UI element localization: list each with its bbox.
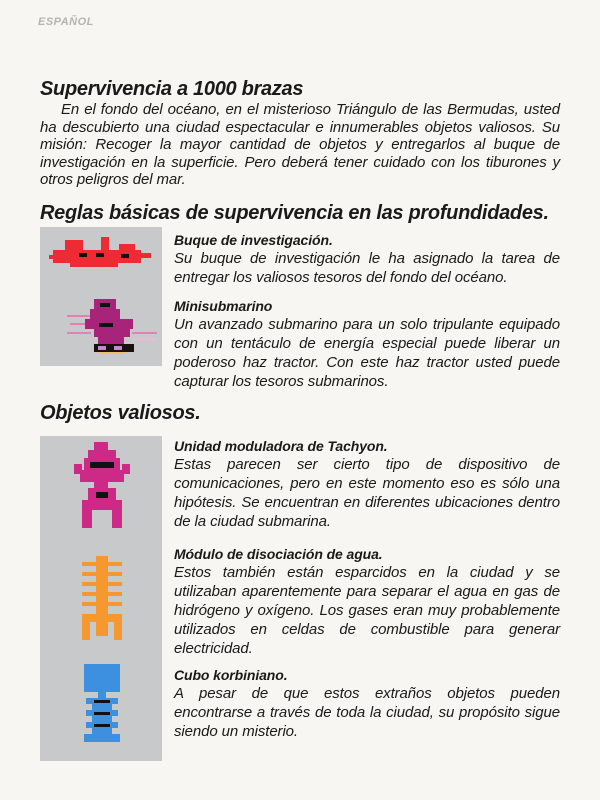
rules-sprite-panel xyxy=(40,227,162,366)
item-title: Buque de investigación. xyxy=(174,232,333,248)
mini-submarine-icon xyxy=(40,285,162,366)
item-description: Un avanzado submarino para un solo tripulante equipado con un tentáculo de energía especial puede liberar un poderoso haz tractor. Con este haz tractor usted puede capturar los tesoros submarinos. xyxy=(174,316,560,390)
item-description: Estos también están esparcidos en la ciudad y se utilizaban aparentemente para separar el agua en gas de hidrógeno y oxígeno. Los gases eran muy probablemente utilizados en celdas de combustible para generar electricidad. xyxy=(174,564,560,657)
item-title: Cubo korbiniano. xyxy=(174,667,288,683)
item-title: Módulo de disociación de agua. xyxy=(174,546,383,562)
water-dissociation-module-icon xyxy=(40,552,162,652)
rules-heading: Reglas básicas de supervivencia en las profundidades. xyxy=(40,202,549,224)
item-description: Su buque de investigación le ha asignado la tarea de entregar los valiosos tesoros del fondo del océano. xyxy=(174,250,560,286)
korbinian-cube-icon xyxy=(40,658,162,758)
item-title: Unidad moduladora de Tachyon. xyxy=(174,438,388,454)
intro-paragraph: En el fondo del océano, en el misterioso Triángulo de las Bermudas, usted ha descubierto una ciudad espectacular e innumerables objetos valiosos. Su misión: Recoger la mayor cantidad de objetos y entregarlos al buque de investigación en la superficie. Pero deberá tener cuidado con los tiburones y otros peligros del mar. xyxy=(40,101,560,189)
objects-item-tachyon-modulator xyxy=(174,438,560,531)
page-title: Supervivencia a 1000 brazas xyxy=(40,78,304,100)
research-ship-icon xyxy=(40,227,162,277)
tachyon-modulator-icon xyxy=(40,436,162,544)
objects-heading: Objetos valiosos. xyxy=(40,402,201,424)
item-description: A pesar de que estos extraños objetos pueden encontrarse a través de toda la ciudad, su propósito sigue siendo un misterio. xyxy=(174,685,560,740)
language-label: ESPAÑOL xyxy=(38,16,94,28)
objects-item-korbinian-cube xyxy=(174,667,560,741)
objects-item-water-dissociation-module xyxy=(174,546,560,658)
item-title: Minisubmarino xyxy=(174,298,273,314)
rules-item-research-ship xyxy=(174,232,560,287)
item-description: Estas parecen ser cierto tipo de dispositivo de comunicaciones, pero en este momento eso es sólo una hipótesis. Se encuentran en diferentes ubicaciones dentro de la ciudad submarina. xyxy=(174,456,560,530)
objects-sprite-panel xyxy=(40,436,162,761)
rules-item-mini-submarine xyxy=(174,298,560,391)
